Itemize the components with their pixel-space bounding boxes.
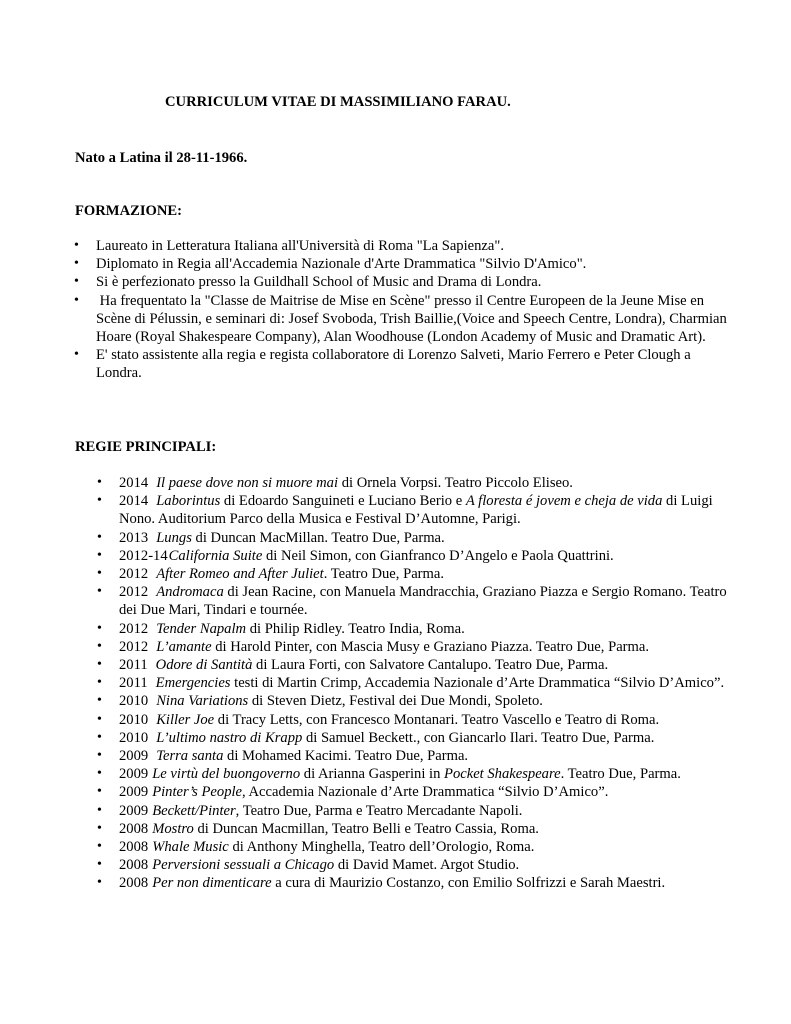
bullet-icon: •	[97, 566, 102, 582]
production-year: 2009	[119, 784, 149, 801]
formazione-item-text: Si è perfezionato presso la Guildhall School of Music and Drama di Londra.	[96, 274, 542, 291]
production-year: 2008	[119, 820, 149, 837]
document-title: CURRICULUM VITAE DI MASSIMILIANO FARAU.	[165, 94, 511, 110]
production-title: Perversioni sessuali a Chicago	[152, 857, 335, 874]
production-details: di Jean Racine, con Manuela Mandracchia, Graziano Piazza e Sergio Romano. Teatro dei Due Mari, Tindari e tournée.	[119, 584, 727, 619]
formazione-item-text: E' stato assistente alla regia e regista collaboratore di Lorenzo Salveti, Mario Ferrero e Peter Clough a Londra.	[96, 347, 691, 382]
bullet-icon: •	[97, 584, 102, 600]
production-year: 2013	[119, 529, 149, 546]
list-item	[97, 783, 729, 801]
list-item	[97, 838, 729, 856]
bullet-icon: •	[74, 238, 79, 253]
production-title: Pocket Shakespeare	[444, 766, 561, 783]
production-year: 2009	[119, 802, 149, 819]
production-year: 2014	[119, 475, 149, 491]
production-title: Whale Music	[152, 839, 229, 856]
production-details: , Teatro Due, Parma e Teatro Mercadante Napoli.	[235, 802, 523, 819]
production-details: , Accademia Nazionale d’Arte Drammatica “Silvio D’Amico”.	[242, 784, 609, 801]
bullet-icon: •	[97, 693, 102, 709]
production-year: 2012	[119, 620, 149, 637]
production-details: di Duncan Macmillan, Teatro Belli e Teatro Cassia, Roma.	[193, 820, 539, 837]
production-details: a cura di Maurizio Costanzo, con Emilio Solfrizzi e Sarah Maestri.	[271, 875, 666, 892]
bullet-icon: •	[97, 784, 102, 800]
formazione-heading: FORMAZIONE:	[75, 203, 183, 219]
production-title: Odore di Santità	[155, 657, 253, 674]
production-details: di Edoardo Sanguineti e Luciano Berio e	[220, 493, 466, 510]
bullet-icon: •	[97, 766, 102, 782]
list-item	[97, 474, 729, 492]
list-item	[97, 856, 729, 874]
list-item	[97, 583, 729, 619]
production-title: Laborintus	[156, 493, 221, 510]
production-year: 2011	[119, 675, 148, 692]
list-item	[97, 674, 729, 692]
production-details: di Laura Forti, con Salvatore Cantalupo. Teatro Due, Parma.	[252, 657, 609, 674]
bullet-icon: •	[97, 638, 102, 654]
production-title: Beckett/Pinter	[152, 802, 236, 819]
production-details: di David Mamet. Argot Studio.	[334, 857, 520, 874]
birth-info: Nato a Latina il 28-11-1966.	[75, 150, 248, 166]
production-title: Terra santa	[156, 748, 224, 765]
list-item	[97, 765, 729, 783]
production-title: L’amante	[156, 638, 212, 655]
production-details: di Luigi Nono. Auditorium Parco della Musica e Festival D’Automne, Parigi.	[119, 493, 713, 528]
production-details: testi di Martin Crimp, Accademia Nazionale d’Arte Drammatica “Silvio D’Amico”.	[230, 675, 725, 692]
production-year: 2010	[119, 693, 149, 710]
bullet-icon: •	[97, 857, 102, 873]
production-year: 2008	[119, 857, 149, 874]
bullet-icon: •	[97, 820, 102, 836]
bullet-icon: •	[74, 292, 79, 308]
bullet-icon: •	[97, 729, 102, 745]
production-year: 2012	[119, 638, 149, 655]
formazione-item-text: Diplomato in Regia all'Accademia Nazionale d'Arte Drammatica "Silvio D'Amico".	[96, 256, 587, 273]
production-year: 2008	[119, 875, 149, 892]
production-title: A floresta é jovem e cheja de vida	[465, 493, 663, 510]
production-title: L’ultimo nastro di Krapp	[156, 729, 303, 746]
bullet-icon: •	[97, 493, 102, 509]
production-details: di Harold Pinter, con Mascia Musy e Graziano Piazza. Teatro Due, Parma.	[211, 638, 650, 655]
list-item	[97, 492, 729, 528]
production-details: di Neil Simon, con Gianfranco D’Angelo e Paola Quattrini.	[262, 547, 614, 564]
list-item	[74, 255, 736, 273]
production-year: 2011	[119, 657, 148, 674]
production-details: di Steven Dietz, Festival dei Due Mondi, Spoleto.	[248, 693, 543, 710]
production-title: Emergencies	[155, 675, 231, 692]
bullet-icon: •	[97, 802, 102, 818]
list-item	[74, 273, 736, 291]
bullet-icon: •	[74, 274, 79, 290]
production-details: di Samuel Beckett., con Giancarlo Ilari. Teatro Due, Parma.	[302, 729, 655, 746]
list-item	[97, 711, 729, 729]
regie-list	[97, 474, 729, 893]
production-title: Lungs	[156, 529, 192, 546]
list-item	[97, 747, 729, 765]
list-item	[74, 237, 736, 255]
list-item	[97, 656, 729, 674]
list-item	[97, 692, 729, 710]
bullet-icon: •	[74, 256, 79, 272]
production-title: California Suite	[168, 547, 263, 564]
list-item	[74, 346, 736, 382]
list-item	[97, 874, 729, 892]
list-item	[97, 638, 729, 656]
production-year: 2012-14	[119, 547, 168, 564]
list-item	[97, 547, 729, 565]
production-details: di Duncan MacMillan. Teatro Due, Parma.	[191, 529, 445, 546]
production-year: 2010	[119, 729, 149, 746]
list-item	[97, 729, 729, 747]
bullet-icon: •	[97, 475, 102, 490]
production-details: di Anthony Minghella, Teatro dell’Orologio, Roma.	[228, 839, 535, 856]
production-title: Mostro	[152, 820, 194, 837]
formazione-list	[74, 237, 736, 383]
production-title: Andromaca	[156, 584, 224, 601]
list-item	[97, 529, 729, 547]
bullet-icon: •	[97, 620, 102, 636]
formazione-item-text: Ha frequentato la "Classe de Maitrise de Mise en Scène" presso il Centre Europeen de la Jeune Mise en Scène di Pélussin, e seminari di: Josef Svoboda, Trish Baillie,(Voice and Speech Centre, Londra), Charmian Hoare (Royal Shakespeare Company), Alan Woodhouse (London Academy of Music and Dramatic Art).	[96, 292, 727, 346]
production-year: 2012	[119, 566, 149, 583]
production-year: 2014	[119, 493, 149, 510]
production-year: 2010	[119, 711, 149, 728]
list-item	[74, 292, 736, 347]
formazione-item-text: Laureato in Letteratura Italiana all'Università di Roma "La Sapienza".	[96, 238, 504, 254]
bullet-icon: •	[97, 529, 102, 545]
production-details: . Teatro Due, Parma.	[560, 766, 681, 783]
production-title: Per non dimenticare	[152, 875, 272, 892]
production-title: Tender Napalm	[156, 620, 247, 637]
production-details: di Tracy Letts, con Francesco Montanari. Teatro Vascello e Teatro di Roma.	[214, 711, 660, 728]
bullet-icon: •	[97, 875, 102, 891]
list-item	[97, 565, 729, 583]
production-details: di Arianna Gasperini in	[300, 766, 445, 783]
bullet-icon: •	[74, 347, 79, 363]
production-details: di Mohamed Kacimi. Teatro Due, Parma.	[223, 748, 469, 765]
bullet-icon: •	[97, 657, 102, 673]
production-title: Killer Joe	[156, 711, 215, 728]
production-year: 2012	[119, 584, 149, 601]
bullet-icon: •	[97, 748, 102, 764]
production-title: Le virtù del buongoverno	[152, 766, 301, 783]
production-details: di Philip Ridley. Teatro India, Roma.	[246, 620, 465, 637]
production-year: 2009	[119, 748, 149, 765]
production-details: di Ornela Vorpsi. Teatro Piccolo Eliseo.	[338, 475, 573, 491]
list-item	[97, 820, 729, 838]
bullet-icon: •	[97, 675, 102, 691]
production-details: . Teatro Due, Parma.	[323, 566, 445, 583]
production-title: Il paese dove non si muore mai	[156, 475, 339, 491]
list-item	[97, 620, 729, 638]
bullet-icon: •	[97, 711, 102, 727]
production-title: Pinter’s People	[152, 784, 243, 801]
bullet-icon: •	[97, 547, 102, 563]
production-title: After Romeo and After Juliet	[156, 566, 324, 583]
regie-heading: REGIE PRINCIPALI:	[75, 439, 217, 455]
production-title: Nina Variations	[156, 693, 249, 710]
list-item	[97, 802, 729, 820]
production-year: 2008	[119, 839, 149, 856]
production-year: 2009	[119, 766, 149, 783]
bullet-icon: •	[97, 839, 102, 855]
